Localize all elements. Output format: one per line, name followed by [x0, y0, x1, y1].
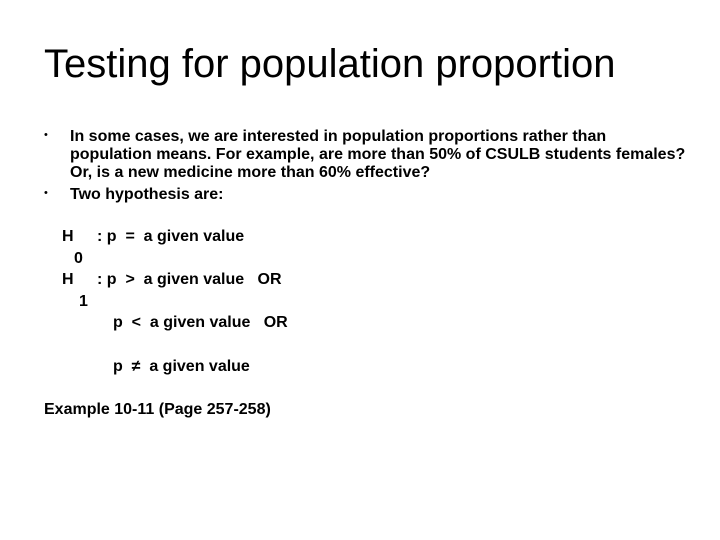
bullet-text: In some cases, we are interested in population proportions rather than population means. For example, are more than 50% of CSULB students females? Or, is a new medicine more than 60% effective? — [70, 128, 686, 181]
bullet-marker: • — [44, 129, 48, 141]
alternative-ne-statement: p ≠ a given value — [113, 358, 250, 375]
null-hypothesis-subscript: 0 — [74, 250, 83, 267]
example-reference: Example 10-11 (Page 257-258) — [44, 401, 271, 418]
null-hypothesis-symbol: H — [62, 228, 74, 245]
alternative-hypothesis-symbol: H — [62, 271, 74, 288]
null-hypothesis-statement: : p = a given value — [97, 228, 245, 245]
alternative-gt-statement: : p > a given value OR — [97, 271, 282, 288]
slide-title: Testing for population proportion — [44, 42, 616, 86]
bullet-text: Two hypothesis are: — [70, 186, 224, 203]
alternative-hypothesis-subscript: 1 — [79, 293, 88, 310]
alternative-lt-statement: p < a given value OR — [113, 314, 288, 331]
bullet-marker: • — [44, 187, 48, 199]
